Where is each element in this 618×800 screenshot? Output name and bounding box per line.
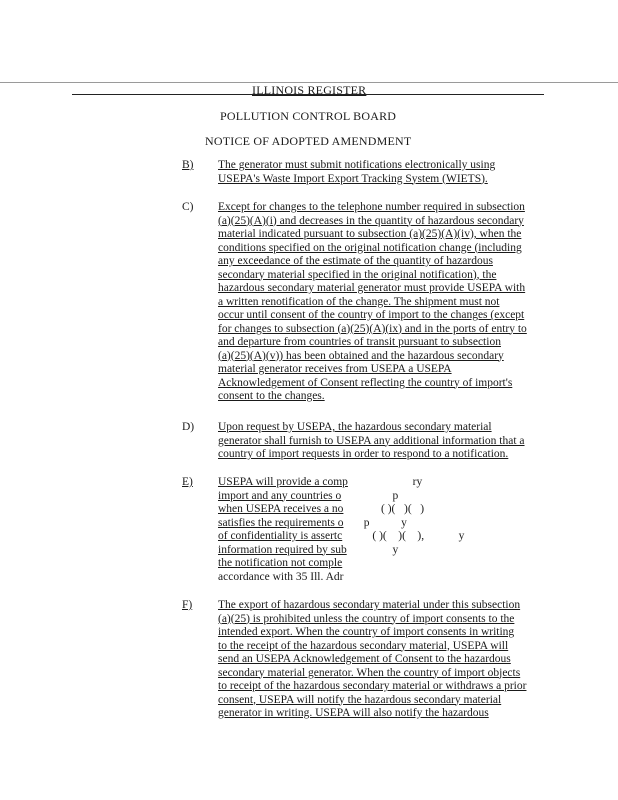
text-line: to the receipt of the hazardous secondary material, USEPA will xyxy=(218,639,509,652)
text-line: and departure from countries of transit pursuant to subsection xyxy=(218,336,501,348)
fragment-line: y xyxy=(358,543,399,556)
text-line: (a)(25)(A)(v)) has been obtained and the hazardous secondary xyxy=(218,349,504,362)
text-line: any exceedance of the estimate of the quantity of hazardous xyxy=(218,255,493,267)
fragment-line: ry xyxy=(358,476,423,488)
text-line: hazardous secondary material generator must provide USEPA with xyxy=(218,282,526,294)
section-c-label: C) xyxy=(182,201,194,213)
text-line: a written renotification of the change. The shipment must not xyxy=(218,295,500,308)
text-line: to receipt of the hazardous secondary material or withdraws a prior xyxy=(218,680,527,692)
board-title: POLLUTION CONTROL BOARD xyxy=(220,109,397,123)
text-line: USEPA's Waste Import Export Tracking System (WIETS). xyxy=(218,172,488,185)
text-line: secondary material specified in the original notification), the xyxy=(218,268,497,281)
text-line: (a)(25) is prohibited unless the country of import consents to the xyxy=(218,612,515,625)
text-line: information required by sub xyxy=(218,543,347,556)
text-line: of confidentiality is assertc xyxy=(218,530,343,542)
text-line: material generator receives from USEPA a USEPA xyxy=(218,363,452,375)
section-f-label: F) xyxy=(182,599,193,611)
text-line: occur until consent of the country of import to the changes (except xyxy=(218,309,525,321)
text-line: (a)(25)(A)(i) and decreases in the quantity of hazardous secondary xyxy=(218,214,524,227)
text-line: when USEPA receives a no xyxy=(218,503,344,515)
section-b-label: B) xyxy=(182,159,194,171)
section-d-text xyxy=(218,421,544,462)
fragment-line: p xyxy=(358,489,399,502)
text-line: generator in writing. USEPA will also notify the hazardous xyxy=(218,707,489,719)
text-line: secondary material generator. When the country of import objects xyxy=(218,666,521,679)
register-title: ILLINOIS REGISTER xyxy=(252,83,367,97)
fragment-line: ( )( )( ), y xyxy=(358,530,465,542)
fragment-line: ( )( )( ) xyxy=(358,503,425,515)
section-f-text xyxy=(218,599,544,721)
text-line: The generator must submit notifications electronically using xyxy=(218,159,496,171)
text-line: material indicated pursuant to subsection (a)(25)(A)(iv), when the xyxy=(218,228,522,240)
section-e-fragments xyxy=(358,476,548,557)
header-rule xyxy=(72,94,544,95)
text-line: USEPA will provide a comp xyxy=(218,476,348,488)
text-line: consent to the changes. xyxy=(218,390,325,402)
text-line: the notification not comple xyxy=(218,557,343,569)
text-line: consent, USEPA will notify the hazardous secondary material xyxy=(218,693,502,706)
text-line: accordance with 35 Ill. Adr xyxy=(218,570,344,583)
text-line: for changes to subsection (a)(25)(A)(ix) and in the ports of entry to xyxy=(218,322,527,335)
section-b-text xyxy=(218,159,544,186)
section-d-label: D) xyxy=(182,421,195,433)
section-e-label: E) xyxy=(182,476,193,488)
text-line: generator shall furnish to USEPA any additional information that a xyxy=(218,434,525,447)
text-line: country of import requests in order to respond to a notification. xyxy=(218,448,509,460)
text-line: The export of hazardous secondary material under this subsection xyxy=(218,599,521,611)
text-line: send an USEPA Acknowledgement of Consent to the hazardous xyxy=(218,653,511,665)
text-line: Upon request by USEPA, the hazardous secondary material xyxy=(218,421,492,433)
notice-title: NOTICE OF ADOPTED AMENDMENT xyxy=(205,134,412,148)
text-line: intended export. When the country of import consents in writing xyxy=(218,626,515,638)
text-line: Acknowledgement of Consent reflecting the country of import's xyxy=(218,376,513,389)
text-line: import and any countries o xyxy=(218,489,342,502)
text-line: satisfies the requirements o xyxy=(218,516,344,529)
text-line: Except for changes to the telephone number required in subsection xyxy=(218,201,525,213)
section-c-text xyxy=(218,201,544,404)
fragment-line: p y xyxy=(358,516,407,529)
text-line: conditions specified on the original notification change (including xyxy=(218,241,522,254)
